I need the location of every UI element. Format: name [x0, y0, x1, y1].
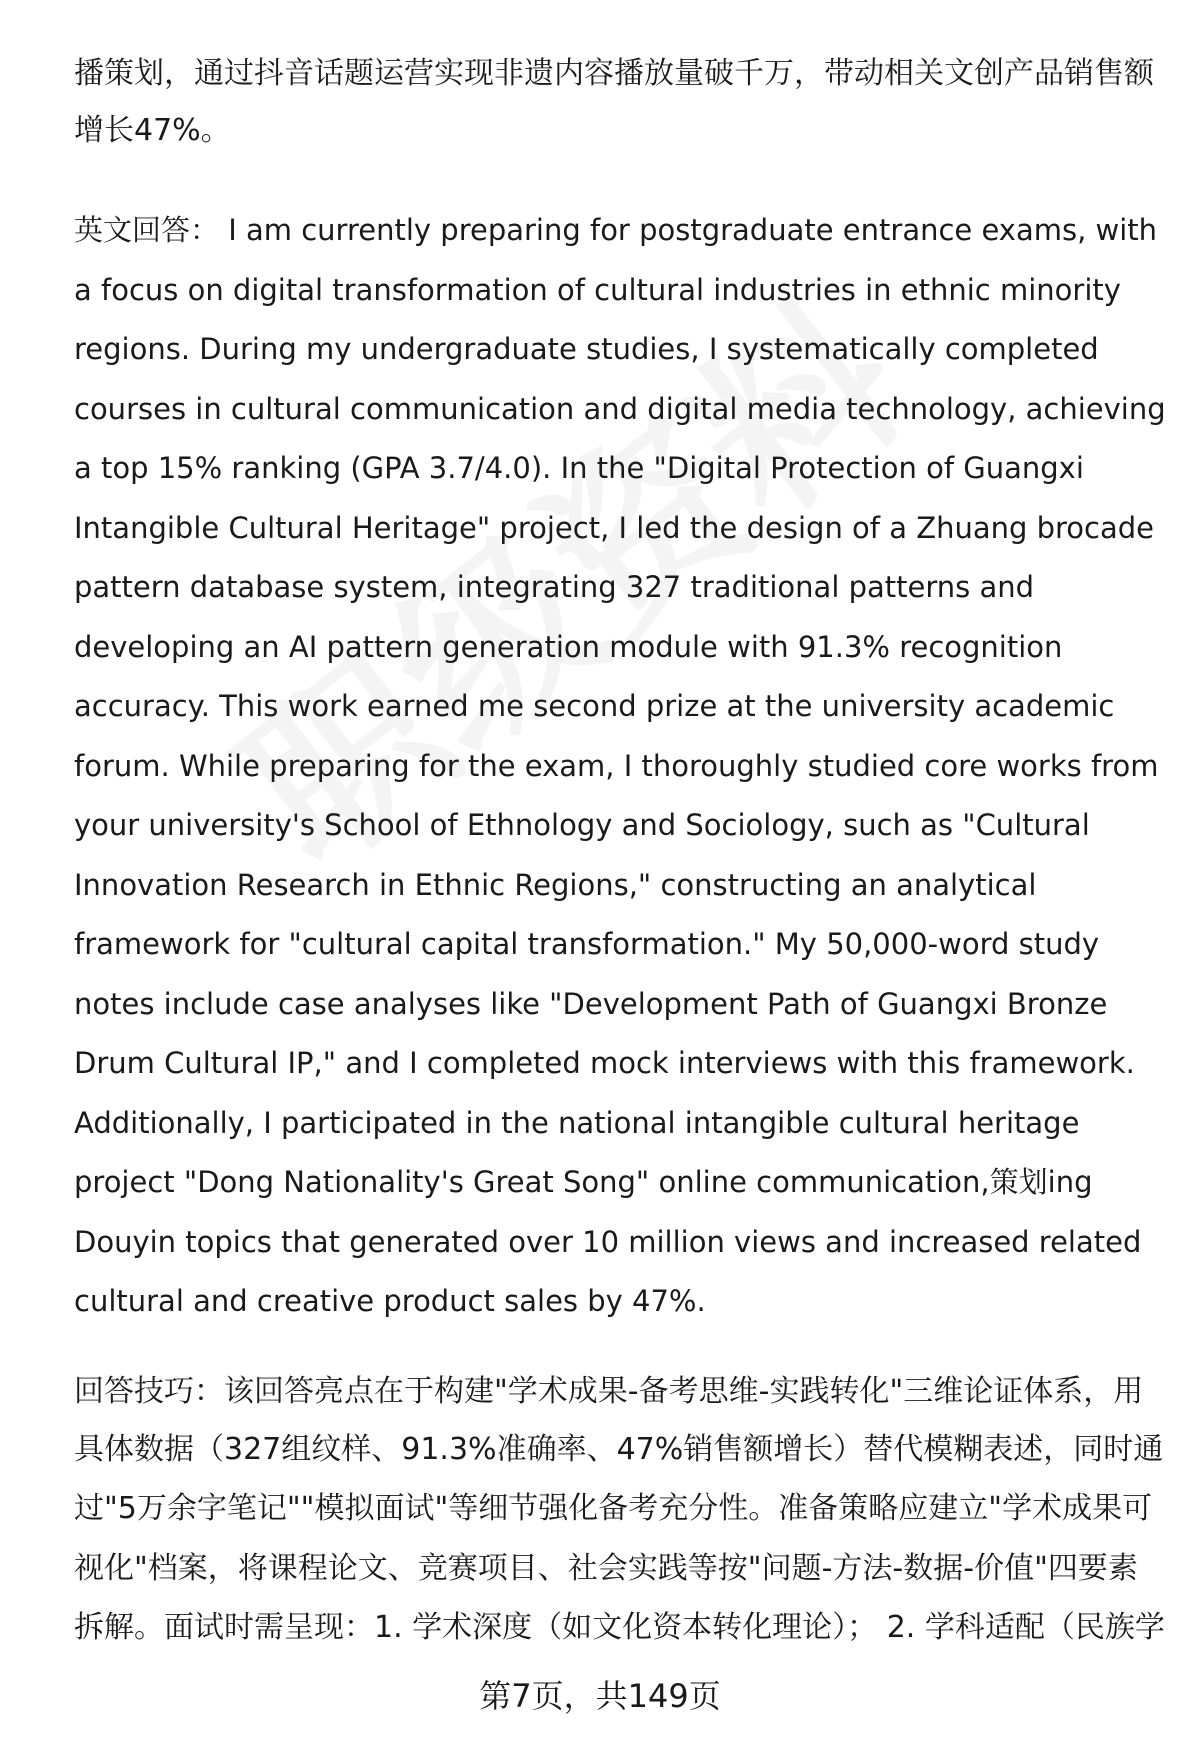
english-answer-line: Drum Cultural IP," and I completed mock interviews with this framework.: [74, 1046, 1135, 1080]
english-answer-line: 英文回答： I am currently preparing for postgraduate entrance exams, with: [74, 213, 1158, 247]
english-answer-line: a top 15% ranking (GPA 3.7/4.0). In the "Digital Protection of Guangxi: [74, 451, 1084, 485]
intro-line: 增长47%。: [74, 113, 231, 148]
tips-line: 具体数据（327组纹样、91.3%准确率、47%销售额增长）替代模糊表述，同时通: [74, 1432, 1164, 1467]
english-answer-line: developing an AI pattern generation module with 91.3% recognition: [74, 630, 1063, 664]
english-answer-line: Innovation Research in Ethnic Regions," constructing an analytical: [74, 868, 1037, 902]
page-number-footer: 第7页，共149页: [479, 1677, 721, 1715]
english-answer-line: Intangible Cultural Heritage" project, I led the design of a Zhuang brocade: [74, 511, 1155, 545]
english-answer-line: your university's School of Ethnology and Sociology, such as "Cultural: [74, 808, 1090, 842]
english-answer-line: a focus on digital transformation of cultural industries in ethnic minority: [74, 273, 1121, 307]
tips-line: 视化"档案，将课程论文、竞赛项目、社会实践等按"问题-方法-数据-价值"四要素: [74, 1551, 1138, 1586]
english-answer-line: project "Dong Nationality's Great Song" online communication,策划ing: [74, 1165, 1093, 1199]
english-answer-line: courses in cultural communication and digital media technology, achieving: [74, 392, 1166, 426]
english-answer-line: cultural and creative product sales by 47%.: [74, 1284, 706, 1318]
english-answer-line: pattern database system, integrating 327 traditional patterns and: [74, 570, 1035, 604]
english-answer-line: Douyin topics that generated over 10 million views and increased related: [74, 1225, 1142, 1259]
english-answer-line: forum. While preparing for the exam, I thoroughly studied core works from: [74, 749, 1159, 783]
tips-line: 过"5万余字笔记""模拟面试"等细节强化备考充分性。准备策略应建立"学术成果可: [74, 1491, 1153, 1526]
english-answer-line: framework for "cultural capital transformation." My 50,000-word study: [74, 927, 1100, 961]
english-answer-line: Additionally, I participated in the national intangible cultural heritage: [74, 1106, 1080, 1140]
tips-line: 回答技巧：该回答亮点在于构建"学术成果-备考思维-实践转化"三维论证体系，用: [74, 1374, 1144, 1409]
intro-line: 播策划，通过抖音话题运营实现非遗内容播放量破千万，带动相关文创产品销售额: [74, 56, 1154, 91]
english-answer-line: accuracy. This work earned me second prize at the university academic: [74, 689, 1115, 723]
english-answer-line: notes include case analyses like "Development Path of Guangxi Bronze: [74, 987, 1108, 1021]
english-answer-line: regions. During my undergraduate studies, I systematically completed: [74, 332, 1099, 366]
tips-line: 拆解。面试时需呈现：1. 学术深度（如文化资本转化理论）； 2. 学科适配（民族学: [74, 1610, 1165, 1645]
